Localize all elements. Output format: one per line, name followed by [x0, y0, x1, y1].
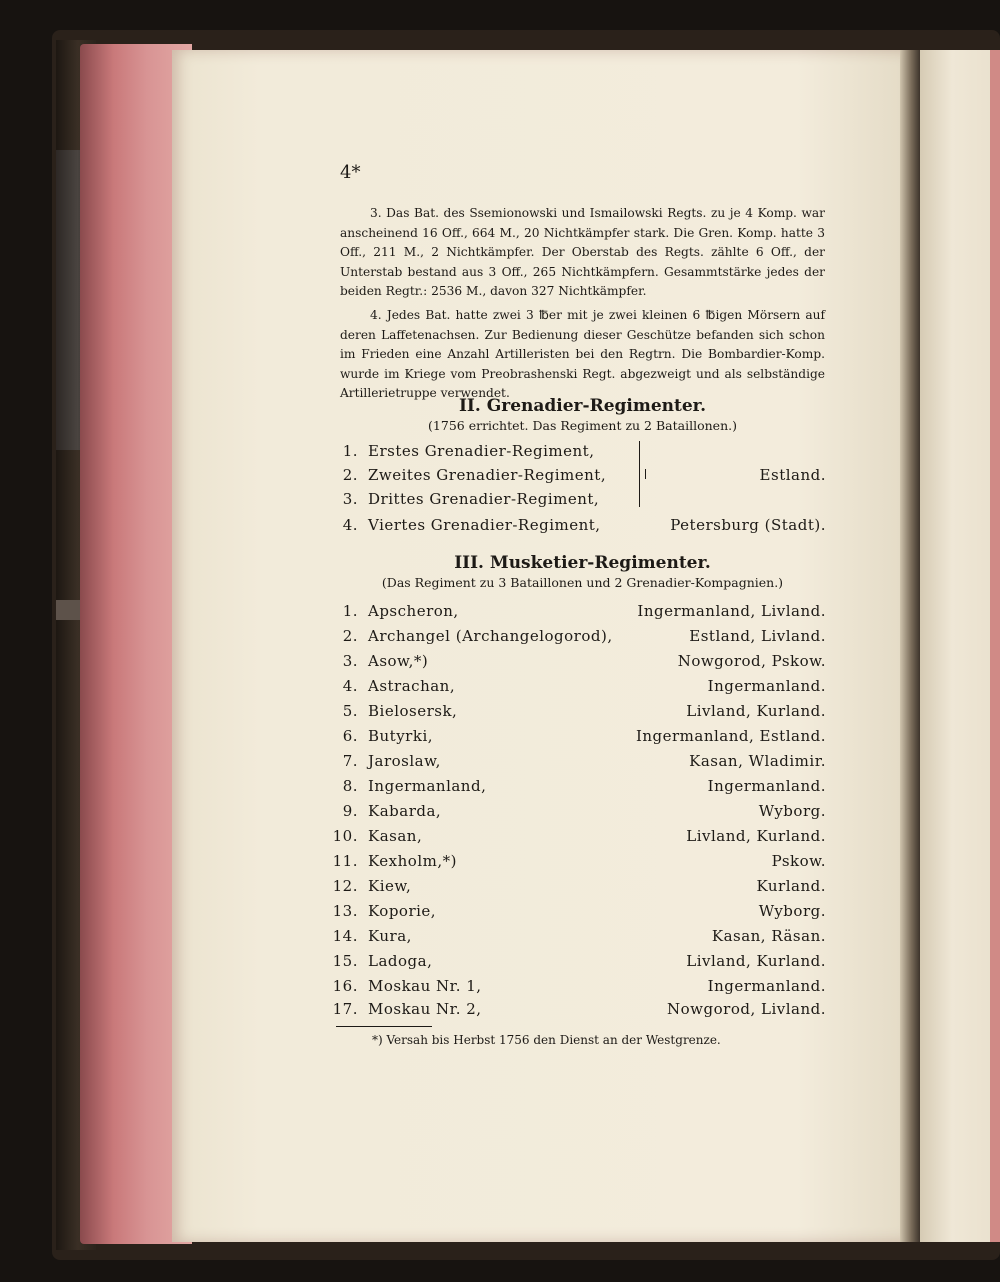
list-item: 2. Zweites Grenadier-Regiment, Estland. — [342, 466, 826, 484]
page-number: 4* — [340, 162, 361, 183]
list-item: 9. Kabarda, Wyborg. — [342, 802, 826, 820]
paragraph-4: 4. Jedes Bat. hatte zwei 3 ℔er mit je zwei kleinen 6 ℔igen Mörsern auf deren Laffetenachsen. Zur Bedienung dieser Geschütze befanden sich schon im Frieden eine Anzahl Artilleristen bei den Regtrn. Die Bombardier-Komp. wurde im Kriege vom Preobrashenski Regt. abgezweigt und als selbständige Artillerietruppe verwendet. — [340, 307, 825, 401]
list-item: 4. Viertes Grenadier-Regiment, Petersburg (Stadt). — [342, 516, 826, 534]
list-item: 2. Archangel (Archangelogorod), Estland, Livland. — [342, 627, 826, 645]
list-item: 11. Kexholm,*) Pskow. — [332, 852, 826, 870]
section-heading-grenadier: II. Grenadier-Regimenter. — [458, 396, 706, 416]
footnote: *) Versah bis Herbst 1756 den Dienst an der Westgrenze. — [372, 1033, 721, 1047]
list-item: 13. Koporie, Wyborg. — [332, 902, 826, 920]
list-item: 17. Moskau Nr. 2, Nowgorod, Livland. — [332, 1000, 826, 1018]
list-item: 3. Drittes Grenadier-Regiment, — [342, 490, 600, 508]
list-item: 12. Kiew, Kurland. — [332, 877, 826, 895]
list-item: 7. Jaroslaw, Kasan, Wladimir. — [342, 752, 826, 770]
grouping-brace — [625, 441, 640, 507]
section-subheading-musketier: (Das Regiment zu 3 Bataillonen und 2 Grenadier-Kompagnien.) — [381, 575, 784, 590]
paragraph-3: 3. Das Bat. des Ssemionowski und Ismailowski Regts. zu je 4 Komp. war anscheinend 16 Off., 664 M., 20 Nichtkämpfer stark. Die Gren. Komp. hatte 3 Off., 211 M., 2 Nichtkämpfer. Der Oberstab des Regts. zählte 6 Off., der Unterstab bestand aus 3 Off., 265 Nichtkämpfern. Gesammtstärke jedes der beiden Regtr.: 2536 M., davon 327 Nichtkämpfer. — [340, 206, 825, 299]
list-item: 8. Ingermanland, Ingermanland. — [342, 777, 826, 795]
list-item: 3. Asow,*) Nowgorod, Pskow. — [342, 652, 826, 670]
list-item: 10. Kasan, Livland, Kurland. — [332, 827, 826, 845]
list-item: 6. Butyrki, Ingermanland, Estland. — [342, 727, 826, 745]
list-item: 15. Ladoga, Livland, Kurland. — [332, 952, 826, 970]
list-item: 16. Moskau Nr. 1, Ingermanland. — [332, 977, 826, 995]
list-item: 5. Bielosersk, Livland, Kurland. — [342, 702, 826, 720]
section-subheading-grenadier: (1756 errichtet. Das Regiment zu 2 Bataillonen.) — [428, 418, 737, 433]
footnote-rule — [336, 1026, 432, 1027]
list-item: 4. Astrachan, Ingermanland. — [342, 677, 826, 695]
intro-text — [340, 204, 825, 404]
list-item: 1. Erstes Grenadier-Regiment, — [342, 442, 595, 460]
list-item: 14. Kura, Kasan, Räsan. — [332, 927, 826, 945]
list-item: 1. Apscheron, Ingermanland, Livland. — [342, 602, 826, 620]
section-heading-musketier: III. Musketier-Regimenter. — [454, 553, 711, 573]
